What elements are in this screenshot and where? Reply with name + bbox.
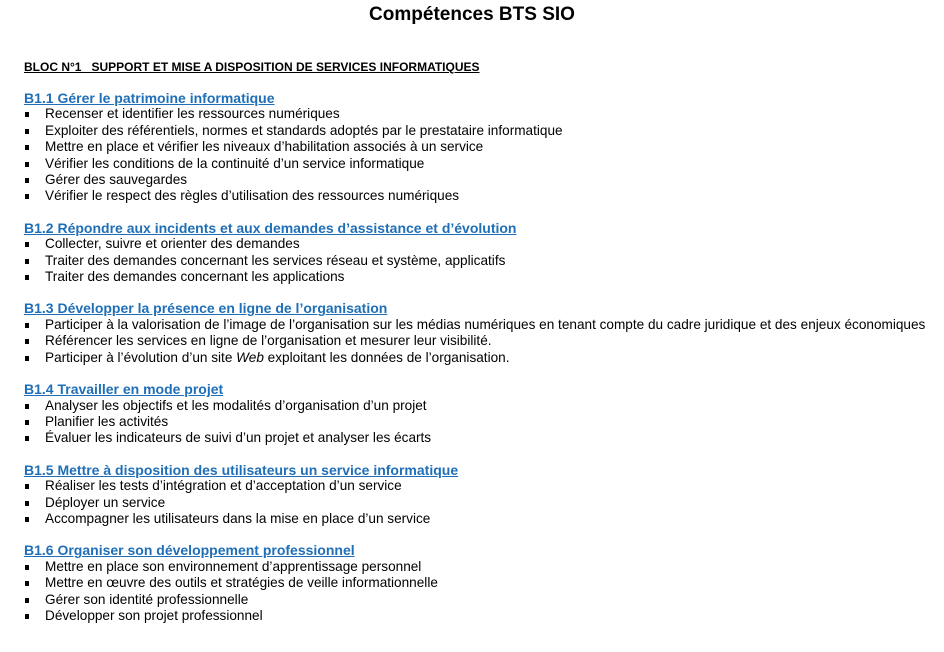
square-bullet-icon <box>25 259 29 264</box>
list-item <box>24 139 940 155</box>
list-item <box>24 511 940 527</box>
list-item-text: Collecter, suivre et orienter des demandes <box>45 236 300 252</box>
square-bullet-icon <box>25 598 29 603</box>
list-item <box>24 478 940 494</box>
list-item-text: Analyser les objectifs et les modalités d’organisation d’un projet <box>45 397 427 413</box>
list-item-text: Mettre en place et vérifier les niveaux d’habilitation associés à un service <box>45 139 484 155</box>
square-bullet-icon <box>25 420 29 425</box>
list-item-text: Participer à l’évolution d’un site Web exploitant les données de l’organisation. <box>45 349 510 365</box>
list-item <box>24 333 940 349</box>
square-bullet-icon <box>25 581 29 586</box>
square-bullet-icon <box>25 436 29 441</box>
list-item-text: Mettre en œuvre des outils et stratégies de veille informationnelle <box>45 575 438 591</box>
list-item <box>24 559 940 575</box>
list-item-text: Déployer un service <box>45 494 166 510</box>
square-bullet-icon <box>25 565 29 570</box>
list-item-text: Traiter des demandes concernant les applications <box>45 269 345 285</box>
list-item-text: Accompagner les utilisateurs dans la mise en place d’un service <box>45 510 431 526</box>
list-item <box>24 608 940 624</box>
list-item <box>24 350 940 366</box>
list-item-text: Participer à la valorisation de l’image de l’organisation sur les médias numériques en tenant compte du cadre juridique et des enjeux économiques <box>45 316 926 332</box>
square-bullet-icon <box>25 356 29 361</box>
competence-section <box>24 381 940 447</box>
square-bullet-icon <box>25 339 29 344</box>
bloc-heading: BLOC N°1 SUPPORT ET MISE A DISPOSITION DE SERVICES INFORMATIQUES <box>24 60 480 74</box>
competence-section <box>24 300 940 366</box>
square-bullet-icon <box>25 129 29 134</box>
competence-section <box>24 220 940 286</box>
square-bullet-icon <box>25 614 29 619</box>
list-item <box>24 398 940 414</box>
square-bullet-icon <box>25 275 29 280</box>
section-title: B1.6 Organiser son développement professionnel <box>24 542 355 559</box>
list-item-text: Mettre en place son environnement d’apprentissage personnel <box>45 558 422 574</box>
list-item-text: Gérer des sauvegardes <box>45 172 188 188</box>
section-title: B1.4 Travailler en mode projet <box>24 381 224 398</box>
section-title: B1.3 Développer la présence en ligne de l’organisation <box>24 300 388 317</box>
list-item <box>24 123 940 139</box>
list-item-text: Exploiter des référentiels, normes et standards adoptés par le prestataire informatique <box>45 122 563 138</box>
list-item-text: Réaliser les tests d’intégration et d’acceptation d’un service <box>45 478 402 494</box>
section-title: B1.1 Gérer le patrimoine informatique <box>24 90 275 106</box>
list-item-text: Traiter des demandes concernant les services réseau et système, applicatifs <box>45 252 506 268</box>
square-bullet-icon <box>25 242 29 247</box>
square-bullet-icon <box>25 145 29 150</box>
bullet-list <box>24 236 940 285</box>
competence-section <box>24 542 940 624</box>
square-bullet-icon <box>25 194 29 199</box>
list-item-text: Développer son projet professionnel <box>45 607 263 623</box>
list-item <box>24 495 940 511</box>
square-bullet-icon <box>25 323 29 328</box>
list-item-text: Recenser et identifier les ressources numériques <box>45 106 340 122</box>
list-item <box>24 575 940 591</box>
square-bullet-icon <box>25 112 29 117</box>
section-title: B1.2 Répondre aux incidents et aux demandes d’assistance et d’évolution <box>24 219 517 236</box>
list-item <box>24 253 940 269</box>
page-title: Compétences BTS SIO <box>369 4 575 25</box>
list-item <box>24 156 940 172</box>
competence-section <box>24 90 940 205</box>
list-item-text: Planifier les activités <box>45 413 169 429</box>
bullet-list <box>24 559 940 625</box>
square-bullet-icon <box>25 162 29 167</box>
list-item <box>24 106 940 122</box>
list-item <box>24 414 940 430</box>
square-bullet-icon <box>25 484 29 489</box>
bullet-list <box>24 106 940 204</box>
list-item <box>24 592 940 608</box>
list-item-text: Référencer les services en ligne de l’organisation et mesurer leur visibilité. <box>45 333 492 349</box>
list-item-text: Vérifier le respect des règles d’utilisation des ressources numériques <box>45 188 460 204</box>
square-bullet-icon <box>25 501 29 506</box>
list-item <box>24 188 940 204</box>
list-item <box>24 236 940 252</box>
list-item-text: Évaluer les indicateurs de suivi d’un projet et analyser les écarts <box>45 430 432 446</box>
bullet-list <box>24 478 940 527</box>
bullet-list <box>24 398 940 447</box>
square-bullet-icon <box>25 404 29 409</box>
list-item <box>24 317 940 333</box>
square-bullet-icon <box>25 178 29 183</box>
competences-list <box>24 90 940 639</box>
list-item <box>24 430 940 446</box>
list-item-text: Vérifier les conditions de la continuité d’un service informatique <box>45 155 425 171</box>
competence-section <box>24 462 940 528</box>
list-item-text: Gérer son identité professionnelle <box>45 591 249 607</box>
square-bullet-icon <box>25 517 29 522</box>
list-item <box>24 269 940 285</box>
list-item <box>24 172 940 188</box>
section-title: B1.5 Mettre à disposition des utilisateurs un service informatique <box>24 461 459 478</box>
bullet-list <box>24 317 940 366</box>
